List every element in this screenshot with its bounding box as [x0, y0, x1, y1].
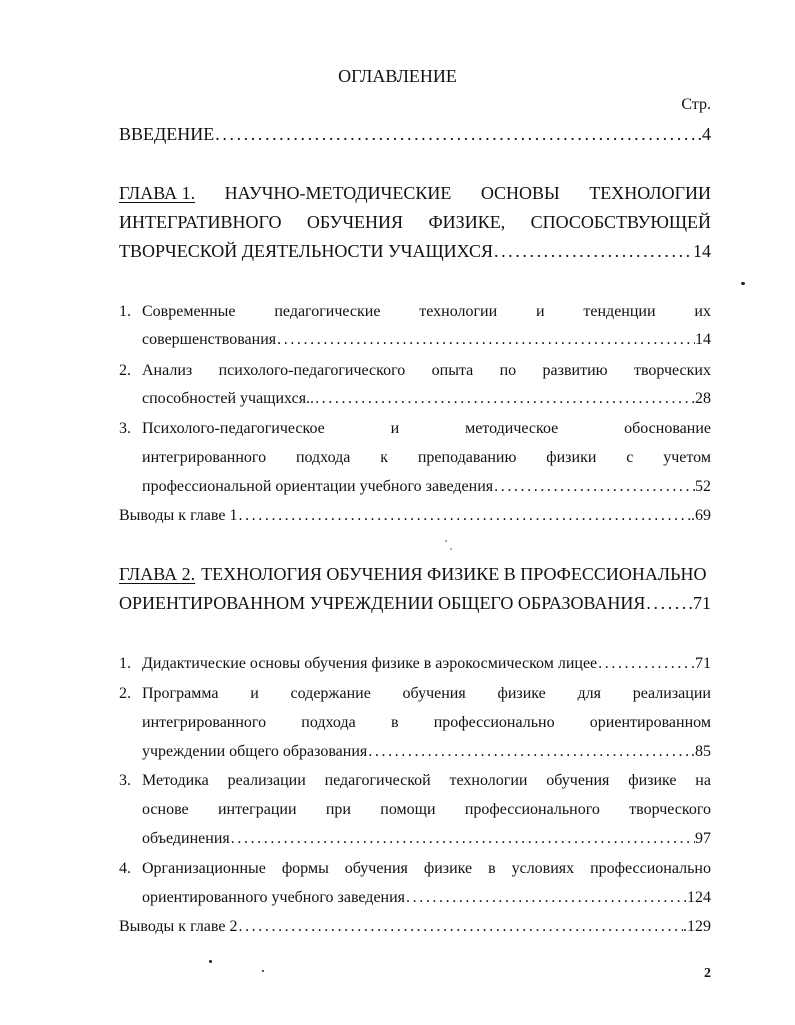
word: при	[325, 801, 351, 818]
toc-item-1-1-line-2[interactable]	[142, 331, 711, 357]
leader-dots	[237, 918, 683, 936]
word: реализации	[227, 772, 306, 789]
word: профессионально	[433, 714, 555, 731]
leader-dots	[237, 507, 691, 525]
chapter-2-heading-line-2[interactable]	[119, 593, 711, 619]
chapter-1-heading-line-1[interactable]	[119, 183, 711, 209]
entry-page: .129	[683, 918, 711, 935]
word: реализации	[632, 685, 711, 702]
chapter-1-heading-line-2	[119, 212, 711, 238]
item-number: 2.	[119, 685, 131, 702]
leader-dots	[367, 743, 691, 761]
entry-label: Выводы к главе 1	[119, 507, 238, 524]
word: обучения	[344, 860, 408, 877]
item-text: учреждении общего образования	[142, 743, 368, 760]
entry-page: 14	[695, 331, 711, 348]
word: Программа	[142, 685, 219, 702]
toc-item-1-3-line-3[interactable]	[142, 478, 711, 504]
word: Современные	[142, 303, 236, 320]
leader-dots	[214, 124, 697, 145]
word: педагогической	[324, 772, 431, 789]
chapter-2-title-end: ОРИЕНТИРОВАННОМ УЧРЕЖДЕНИИ ОБЩЕГО ОБРАЗОВАНИЯ	[119, 593, 646, 613]
toc-item-2-2-line-2	[142, 714, 711, 740]
word: подхода	[301, 714, 356, 731]
chapter-1-word: СПОСОБСТВУЮЩЕЙ	[530, 212, 711, 232]
word: и	[250, 685, 259, 702]
word: физике	[497, 685, 546, 702]
toc-item-1-2-line-2[interactable]	[142, 390, 711, 416]
word: Методика	[142, 772, 209, 789]
item-text: Дидактические основы обучения физике в аэрокосмическом лицее	[142, 655, 598, 672]
word: педагогические	[274, 303, 381, 320]
word: технологии	[419, 303, 498, 320]
word: содержание	[290, 685, 371, 702]
word: интегрированного	[142, 449, 267, 466]
word: тенденции	[583, 303, 656, 320]
word: ориентированном	[589, 714, 711, 731]
word: обучения	[402, 685, 466, 702]
toc-item-2-4-line-2[interactable]	[142, 889, 711, 915]
scan-speck	[741, 282, 745, 285]
word: с	[626, 449, 634, 466]
item-text: ориентированного учебного заведения	[142, 889, 406, 906]
word: помощи	[380, 801, 436, 818]
word: и	[536, 303, 545, 320]
word: творческого	[629, 801, 711, 818]
word: опыта	[431, 362, 474, 379]
word: психолого-педагогического	[218, 362, 406, 379]
scan-speck	[445, 540, 447, 542]
leader-dots	[493, 478, 695, 496]
item-number: 2.	[119, 362, 131, 379]
toc-item-2-2-line-1[interactable]	[142, 685, 711, 711]
word: условиях	[511, 860, 575, 877]
word: интегрированного	[142, 714, 267, 731]
entry-page: 52	[695, 478, 711, 495]
word: и	[390, 420, 400, 437]
entry-page: 28	[695, 390, 711, 407]
word: обоснование	[624, 420, 711, 437]
page-number: 2	[704, 966, 711, 981]
item-text: профессиональной ориентации учебного заведения	[142, 478, 494, 495]
chapter-2-prefix: ГЛАВА 2.	[119, 564, 196, 584]
word: Психолого-педагогическое	[142, 420, 325, 437]
word: физике	[628, 772, 677, 789]
toc-item-1-1-line-1[interactable]	[142, 303, 711, 329]
toc-entry-intro[interactable]	[119, 124, 711, 150]
page-column-label: Стр.	[681, 96, 711, 113]
scan-speck	[262, 970, 264, 972]
word: профессионального	[464, 801, 600, 818]
chapter-1-word: ОСНОВЫ	[480, 183, 560, 203]
word: творческих	[633, 362, 711, 379]
leader-dots	[597, 655, 691, 673]
chapter-1-title-end: ТВОРЧЕСКОЙ ДЕЯТЕЛЬНОСТИ УЧАЩИХСЯ	[119, 241, 493, 261]
toc-item-2-4-line-1[interactable]	[142, 860, 711, 886]
toc-item-2-3-line-2	[142, 801, 711, 827]
item-text: объединения	[142, 830, 230, 847]
word: физики	[546, 449, 597, 466]
toc-item-2-2-line-3[interactable]	[142, 743, 711, 769]
chapter-1-word: НАУЧНО-МЕТОДИЧЕСКИЕ	[224, 183, 452, 203]
scan-speck	[209, 960, 212, 963]
leader-dots	[230, 830, 695, 848]
word: по	[499, 362, 517, 379]
word: обучения	[546, 772, 610, 789]
chapter-1-word: ОБУЧЕНИЯ	[306, 212, 404, 232]
entry-page: 14	[693, 241, 711, 261]
toc-item-2-3-line-3[interactable]	[142, 830, 711, 856]
item-number: 3.	[119, 420, 131, 437]
word: развитию	[542, 362, 608, 379]
entry-label: ВВЕДЕНИЕ	[119, 124, 215, 144]
word: учетом	[663, 449, 711, 466]
toc-entry-conclusion-2[interactable]	[119, 918, 711, 944]
word: преподаванию	[417, 449, 517, 466]
toc-item-2-3-line-1[interactable]	[142, 772, 711, 798]
chapter-1-word: ФИЗИКЕ,	[428, 212, 506, 232]
word: физике	[423, 860, 473, 877]
toc-item-1-3-line-1[interactable]	[142, 420, 711, 446]
leader-dots	[405, 889, 687, 907]
toc-item-2-1[interactable]	[142, 655, 711, 681]
toc-item-1-3-line-2	[142, 449, 711, 475]
leader-dots	[276, 331, 695, 349]
word: методическое	[465, 420, 559, 437]
entry-label: Выводы к главе 2	[119, 918, 238, 935]
word: Организационные	[142, 860, 266, 877]
entry-page: .71	[688, 593, 711, 613]
item-number: 1.	[119, 655, 131, 672]
word: подхода	[295, 449, 351, 466]
word: на	[695, 772, 711, 789]
scan-speck	[450, 548, 452, 550]
entry-page: 124	[687, 889, 711, 906]
item-number: 3.	[119, 772, 131, 789]
word: интеграции	[217, 801, 297, 818]
chapter-1-word: ИНТЕГРАТИВНОГО	[119, 212, 282, 232]
chapter-2-title-start: ТЕХНОЛОГИЯ ОБУЧЕНИЯ ФИЗИКЕ В ПРОФЕССИОНАЛЬНО	[201, 564, 707, 584]
item-text: совершенствования	[142, 331, 277, 348]
leader-dots	[314, 390, 695, 408]
word: формы	[281, 860, 329, 877]
entry-page: .85	[691, 743, 711, 760]
word: к	[380, 449, 388, 466]
word: профессионально	[590, 860, 711, 877]
leader-dots	[645, 593, 688, 614]
word: технологии	[449, 772, 528, 789]
toc-title: ОГЛАВЛЕНИЕ	[338, 66, 457, 86]
leader-dots	[493, 241, 693, 262]
word: их	[694, 303, 711, 320]
item-text: способностей учащихся..	[142, 390, 315, 407]
entry-page: .4	[697, 124, 711, 144]
word: в	[390, 714, 399, 731]
item-number: 1.	[119, 303, 131, 320]
chapter-1-heading-line-3[interactable]	[119, 241, 711, 267]
chapter-1-prefix: ГЛАВА 1.	[119, 183, 196, 203]
word: в	[488, 860, 496, 877]
word: для	[577, 685, 601, 702]
chapter-2-heading-line-1[interactable]	[119, 564, 711, 590]
entry-page: .71	[691, 655, 711, 672]
entry-page: .69	[691, 507, 711, 524]
item-number: 4.	[119, 860, 131, 877]
word: основе	[142, 801, 189, 818]
entry-page: 97	[695, 830, 711, 847]
toc-item-1-2-line-1[interactable]	[142, 362, 711, 388]
toc-entry-conclusion-1[interactable]	[119, 507, 711, 533]
chapter-1-word: ТЕХНОЛОГИИ	[589, 183, 711, 203]
word: Анализ	[142, 362, 193, 379]
